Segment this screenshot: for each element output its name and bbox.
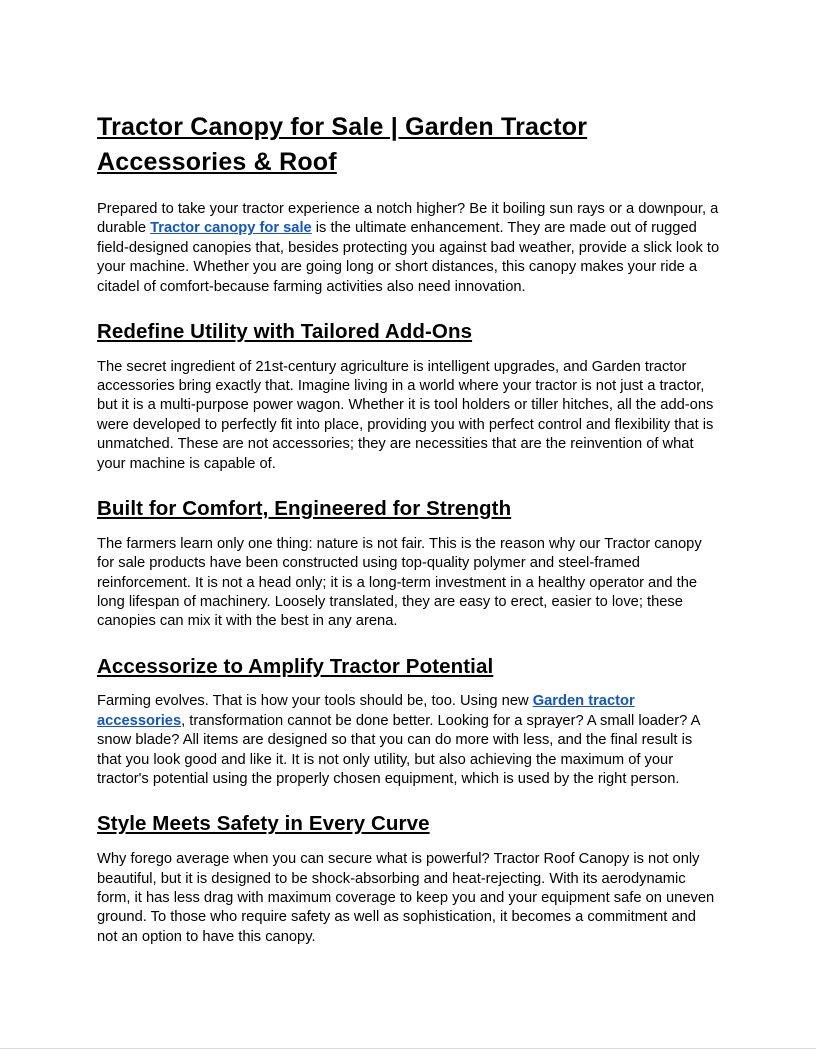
heading-built-for-comfort: Built for Comfort, Engineered for Strength — [97, 497, 512, 521]
paragraph-built-for-comfort: The farmers learn only one thing: nature is not fair. This is the reason why our Tractor canopy for sale products have been constructed using top-quality polymer and steel-framed reinforcement. It is not a head only; it is a long-term investment in a healthy operator and the long lifespan of machinery. Loosely translated, they are easy to erect, easier to love; these canopies can mix it with the best in any arena. — [97, 535, 702, 630]
paragraph-accessorize — [97, 692, 720, 789]
intro-text-after-link: is the ultimate enhancement. They are made out of rugged field-designed canopies that, besides protecting you against bad weather, provide a slick look to your machine. Whether you are going long or short distances, this canopy makes your ride a citadel of comfort-because farming activities also need innovation. — [97, 220, 720, 295]
paragraph-style-safety: Why forego average when you can secure what is powerful? Tractor Roof Canopy is not only beautiful, but it is designed to be shock-absorbing and heat-rejecting. With its aerodynamic form, it has less drag with maximum coverage to keep you and your equipment safe on uneven ground. To those who require safety as well as sophistication, it becomes a commitment and not an option to have this canopy. — [97, 851, 715, 945]
page-bottom-boundary — [0, 1048, 816, 1049]
garden-tractor-accessories-link[interactable]: Garden tractor accessories — [97, 693, 635, 729]
document-title: Tractor Canopy for Sale | Garden Tractor Accessories & Roof — [97, 113, 588, 176]
accessorize-text-before-link: Farming evolves. That is how your tools should be, too. Using new — [97, 693, 533, 710]
tractor-canopy-for-sale-link[interactable]: Tractor canopy for sale — [150, 220, 312, 237]
heading-style-safety: Style Meets Safety in Every Curve — [97, 812, 430, 836]
accessorize-text-after-link: , transformation cannot be done better. Looking for a sprayer? A small loader? A snow blade? All items are designed so that you can do more with less, and the final result is that you look good and like it. It is not only utility, but also achieving the maximum of your tractor's potential using the properly chosen equipment, which is used by the right person. — [97, 712, 700, 788]
intro-text-before-link: Prepared to take your tractor experience a notch higher? Be it boiling sun rays or a downpour, a durable — [97, 201, 719, 237]
heading-accessorize: Accessorize to Amplify Tractor Potential — [97, 654, 494, 678]
heading-redefine-utility: Redefine Utility with Tailored Add-Ons — [97, 320, 473, 344]
paragraph-intro — [97, 200, 720, 297]
paragraph-redefine-utility: The secret ingredient of 21st-century agriculture is intelligent upgrades, and Garden tractor accessories bring exactly that. Imagine living in a world where your tractor is not just a tractor, but it is a multi-purpose power wagon. Whether it is tool holders or tiller hitches, all the add-ons were developed to perfectly fit into place, providing you with perfect control and flexibility that is unmatched. These are not accessories; they are necessities that are the reinvention of what your machine is capable of. — [97, 358, 714, 472]
